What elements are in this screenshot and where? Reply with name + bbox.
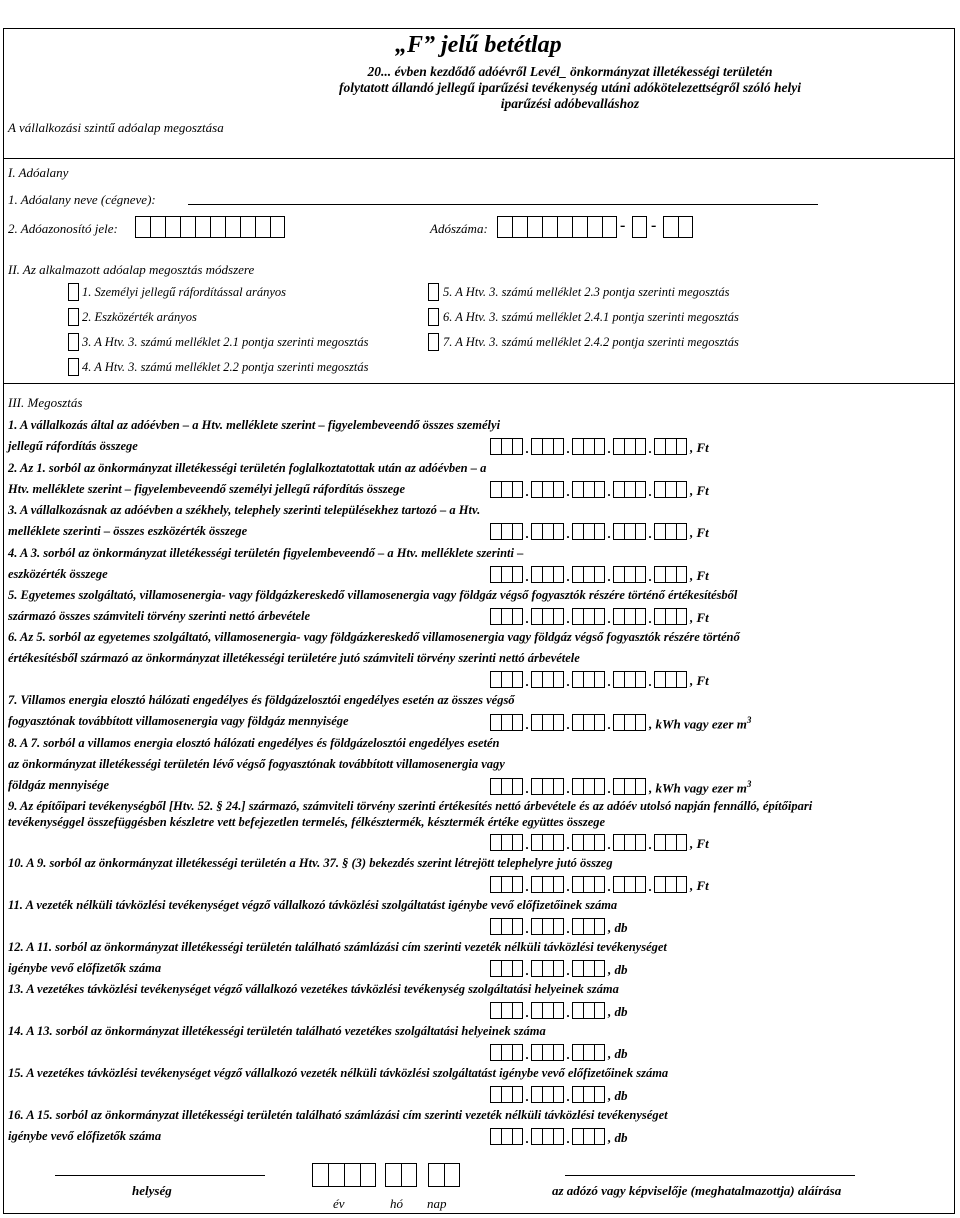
unit-db: , db [608,962,628,977]
row-7-quantity[interactable]: . . . , kWh vagy ezer $m^3$ [490,713,751,731]
row-3-amount[interactable]: . . . . , Ft [490,523,709,540]
row-7-line-2: fogyasztónak továbbított villamosenergia vagy földgáz mennyisége [8,714,349,728]
row-9-line-1: 9. Az építőipari tevékenységből [Htv. 52. § 24.] származó, számviteli törvény szerinti értékesítés nettó árbevétele és az adóév utolsó napján fennálló, építőipari [8,799,813,813]
row-14-line-1: 14. A 13. sorból az önkormányzat illetékességi területén található vezetékes szolgáltatási helyeinek száma [8,1024,546,1038]
row-12-line-1: 12. A 11. sorból az önkormányzat illetékességi területén található számlázási cím szerinti vezeték nélküli távközlési tevékenységet [8,940,667,954]
header-divider [3,158,955,159]
method-3-checkbox[interactable] [68,333,79,351]
tax-dash: - [651,217,657,234]
row-2-line-1: 2. Az 1. sorból az önkormányzat illetékességi területén foglalkoztatottak után az adóévben – a [8,461,487,475]
subtitle-line: folytatott állandó jellegű iparűzési tevékenység utáni adókötelezettségről szóló helyi [339,80,801,95]
unit-ft: , Ft [690,878,709,893]
subtitle-line: 20... évben kezdődő adóévről Levél_ önkormányzat illetékességi területén [367,64,773,79]
row-6-line-2: értékesítésből származó az önkormányzat illetékességi területére jutó számviteli törvény szerinti nettó árbevétele [8,651,580,665]
unit-ft: , Ft [690,568,709,583]
unit-kwh: , kWh vagy ezer $m^3$ [649,715,752,732]
place-label: helység [132,1183,172,1198]
section-3-heading: III. Megosztás [8,395,83,410]
row-9-line-2: tevékenységgel összefüggésben készletre vett befejezetlen termelés, félkésztermék, késztermék értéke együttes összege [8,815,606,829]
year-label: év [333,1196,345,1211]
row-16-line-1: 16. A 15. sorból az önkormányzat illetékességi területén található számlázási cím szerinti vezeték nélküli távközlési tevékenységet [8,1108,668,1122]
row-11-count[interactable]: . . , db [490,918,628,935]
date-month-boxes[interactable] [385,1163,417,1187]
month-label: hó [390,1196,403,1211]
section-divider [3,383,955,384]
row-3-line-1: 3. A vállalkozásnak az adóévben a székhely, telephely szerinti településekhez tartozó – a Htv. [8,503,481,517]
row-8-quantity[interactable]: . . . , kWh vagy ezer $m^3$ [490,777,751,795]
method-7-checkbox[interactable] [428,333,439,351]
name-label: 1. Adóalany neve (cégneve): [8,192,156,207]
method-7-label: 7. A Htv. 3. számú melléklet 2.4.2 pontja szerinti megosztás [443,335,739,349]
tax-number-boxes-main[interactable] [497,216,617,238]
method-2-checkbox[interactable] [68,308,79,326]
place-line[interactable] [55,1175,265,1176]
page-subtitle [0,64,960,112]
tax-number-box-vat[interactable] [632,216,647,238]
signature-label: az adózó vagy képviselője (meghatalmazottja) aláírása [552,1183,842,1198]
row-8-line-2: az önkormányzat illetékességi területén lévő végső fogyasztónak továbbított villamosenergia vagy [8,757,505,771]
page-title: „F” jelű betétlap [395,32,562,58]
row-14-count[interactable]: . . , db [490,1044,628,1061]
row-5-amount[interactable]: . . . . , Ft [490,608,709,625]
unit-db: , db [608,1088,628,1103]
unit-ft: , Ft [690,525,709,540]
row-8-line-1: 8. A 7. sorból a villamos energia elosztó hálózati engedélyes és földgázelosztói engedélyes esetén [8,736,500,750]
row-12-count[interactable]: . . , db [490,960,628,977]
row-13-count[interactable]: . . , db [490,1002,628,1019]
row-1-line-2: jellegű ráfordítás összege [8,439,138,453]
row-16-count[interactable]: . . , db [490,1128,628,1145]
row-3-line-2: melléklete szerinti – összes eszközérték összege [8,524,248,538]
tax-id-label: 2. Adóazonosító jele: [8,221,118,236]
tax-dash: - [620,217,626,234]
unit-db: , db [608,920,628,935]
method-3-label: 3. A Htv. 3. számú melléklet 2.1 pontja szerinti megosztás [82,335,369,349]
row-5-line-2: származó összes számviteli törvény szerinti nettó árbevétele [8,609,311,623]
unit-db: , db [608,1046,628,1061]
row-16-line-2: igénybe vevő előfizetők száma [8,1129,162,1143]
row-12-line-2: igénybe vevő előfizetők száma [8,961,162,975]
tax-id-boxes[interactable] [135,216,285,238]
row-9-amount[interactable]: . . . . , Ft [490,834,709,851]
unit-ft: , Ft [690,440,709,455]
row-5-line-1: 5. Egyetemes szolgáltató, villamosenergia- vagy földgázkereskedő villamosenergia vagy földgáz végső fogyasztók részére történő értékesítésből [8,588,738,602]
unit-ft: , Ft [690,836,709,851]
subtitle-line: iparűzési adóbevalláshoz [500,96,640,111]
unit-db: , db [608,1130,628,1145]
row-8-line-3: földgáz mennyisége [8,778,110,792]
row-11-line-1: 11. A vezeték nélküli távközlési tevékenységet végző vállalkozó távközlési szolgáltatást igénybe vevő előfizetőinek száma [8,898,618,912]
date-year-boxes[interactable] [312,1163,376,1187]
signature-line[interactable] [565,1175,855,1176]
tax-number-label: Adószáma: [430,221,488,236]
row-1-amount[interactable]: . . . . , Ft [490,438,709,455]
row-15-count[interactable]: . . , db [490,1086,628,1103]
day-label: nap [427,1196,447,1211]
tax-number-boxes-county[interactable] [663,216,693,238]
row-2-amount[interactable]: . . . . , Ft [490,481,709,498]
unit-kwh: , kWh vagy ezer $m^3$ [649,779,752,796]
section-1-heading: I. Adóalany [8,165,69,180]
row-13-line-1: 13. A vezetékes távközlési tevékenységet végző vállalkozó vezetékes távközlési tevékenység szolgáltatási helyeinek száma [8,982,619,996]
row-6-amount[interactable]: . . . . , Ft [490,671,709,688]
row-15-line-1: 15. A vezetékes távközlési tevékenységet végző vállalkozó vezeték nélküli távközlési szolgáltatást igénybe vevő előfizetőinek száma [8,1066,669,1080]
row-2-line-2: Htv. melléklete szerint – figyelembeveendő személyi jellegű ráfordítás összege [8,482,406,496]
method-5-checkbox[interactable] [428,283,439,301]
section-2-heading: II. Az alkalmazott adóalap megosztás módszere [8,262,255,277]
method-4-label: 4. A Htv. 3. számú melléklet 2.2 pontja szerinti megosztás [82,360,369,374]
row-10-amount[interactable]: . . . . , Ft [490,876,709,893]
row-1-line-1: 1. A vállalkozás által az adóévben – a Htv. melléklete szerint – figyelembeveendő összes személyi [8,418,501,432]
name-input-line[interactable] [188,204,818,205]
method-6-checkbox[interactable] [428,308,439,326]
unit-ft: , Ft [690,610,709,625]
unit-ft: , Ft [690,483,709,498]
method-5-label: 5. A Htv. 3. számú melléklet 2.3 pontja szerinti megosztás [443,285,730,299]
row-4-line-2: eszközérték összege [8,567,108,581]
row-7-line-1: 7. Villamos energia elosztó hálózati engedélyes és földgázelosztói engedélyes esetén az összes végső [8,693,515,707]
row-6-line-1: 6. Az 5. sorból az egyetemes szolgáltató, villamosenergia- vagy földgázkereskedő villamosenergia vagy földgáz végső fogyasztók részére történő [8,630,740,644]
method-4-checkbox[interactable] [68,358,79,376]
row-4-line-1: 4. A 3. sorból az önkormányzat illetékességi területén figyelembeveendő – a Htv. melléklete szerinti – [8,546,524,560]
method-1-checkbox[interactable] [68,283,79,301]
left-caption: A vállalkozási szintű adóalap megosztása [8,120,224,135]
method-2-label: 2. Eszközérték arányos [82,310,197,324]
method-1-label: 1. Személyi jellegű ráfordítással arányos [82,285,287,299]
date-day-boxes[interactable] [428,1163,460,1187]
unit-db: , db [608,1004,628,1019]
row-10-line-1: 10. A 9. sorból az önkormányzat illetékességi területén a Htv. 37. § (3) bekezdés szerint létrejött telephelyre jutó összeg [8,856,613,870]
method-6-label: 6. A Htv. 3. számú melléklet 2.4.1 pontja szerinti megosztás [443,310,739,324]
unit-ft: , Ft [690,673,709,688]
row-4-amount[interactable]: . . . . , Ft [490,566,709,583]
